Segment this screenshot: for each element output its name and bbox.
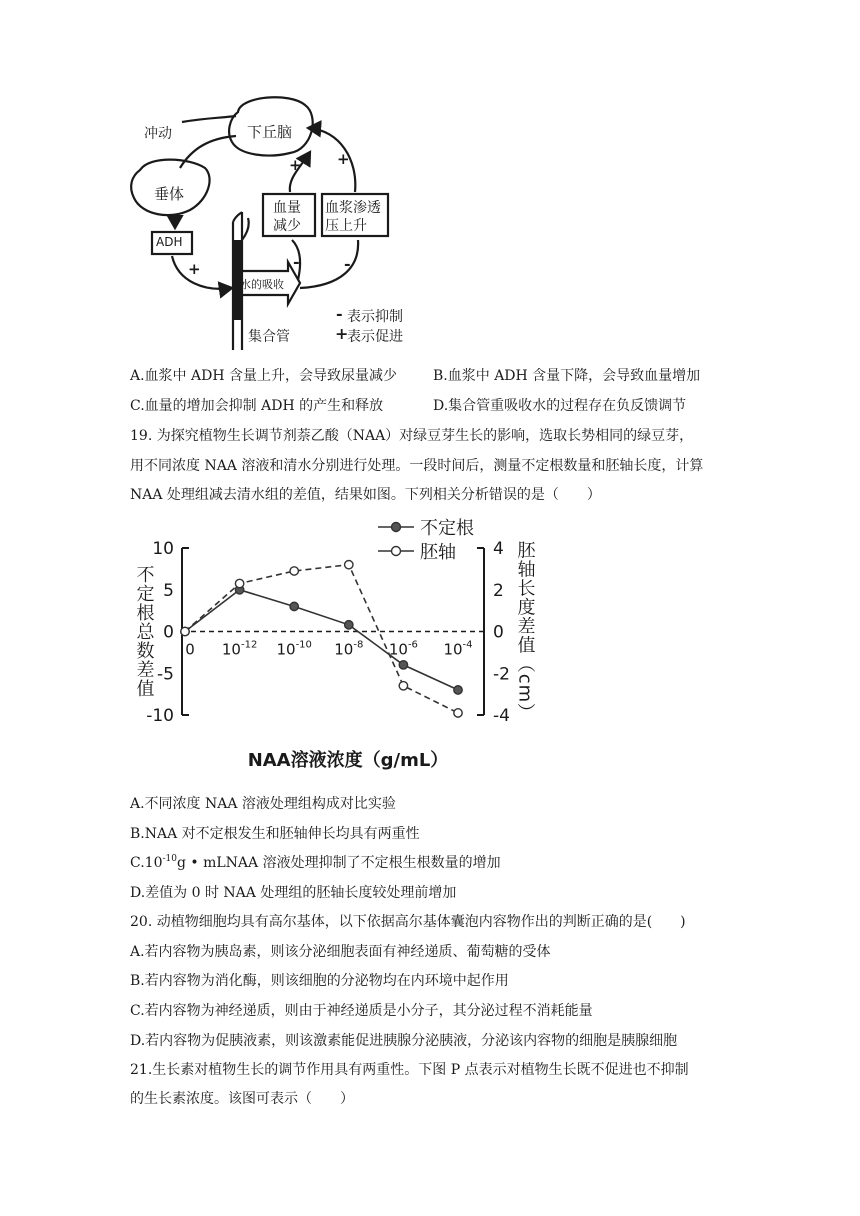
plasma-label-2: 压上升 — [325, 218, 367, 234]
collecting-duct-label: 集合管 — [248, 329, 290, 345]
hypocotyl-data-point — [345, 561, 353, 569]
legend-label-1: 不定根 — [420, 518, 474, 539]
plus-sign-adh: + — [188, 260, 201, 278]
x-tick-label: $10^{-4}$ — [443, 639, 473, 659]
adh-regulation-diagram — [0, 0, 860, 360]
legend-inhibit-sign: - — [336, 304, 343, 323]
hypocotyl-data-point — [181, 627, 189, 635]
q18-option-b: B.血浆中 ADH 含量下降，会导致血量增加 — [433, 368, 701, 384]
hypocotyl-data-point — [235, 579, 243, 587]
q20-option-b: B.若内容物为消化酶，则该细胞的分泌物均在内环境中起作用 — [130, 973, 509, 989]
q18-option-a: A.血浆中 ADH 含量上升，会导致尿量减少 — [130, 368, 398, 384]
left-tick-label: 5 — [163, 580, 174, 601]
right-tick-label: -4 — [493, 706, 510, 726]
q19-stem-line-2: 用不同浓度 NAA 溶液和清水分别进行处理。一段时间后，测量不定根数量和胚轴长度，计算 — [130, 458, 704, 474]
minus-sign-plasma: - — [344, 254, 351, 273]
x-tick-label: 0 — [185, 640, 195, 659]
x-tick-label: $10^{-10}$ — [276, 639, 312, 659]
plus-sign-blood: + — [289, 156, 302, 174]
root-data-point — [345, 621, 353, 629]
hypocotyl-data-point — [454, 709, 462, 717]
legend-label-2: 胚轴 — [420, 542, 456, 563]
left-tick-label: 0 — [163, 622, 174, 643]
q19-option-a: A.不同浓度 NAA 溶液处理组构成对比实验 — [130, 796, 396, 812]
q19-option-c-prefix: C.10 — [130, 855, 163, 871]
right-tick-label: 2 — [493, 580, 504, 601]
water-absorption-label: 水的吸收 — [240, 278, 284, 291]
q19-option-b: B.NAA 对不定根发生和胚轴伸长均具有两重性 — [130, 826, 420, 842]
legend-promote-sign: + — [335, 324, 349, 343]
q18-option-c: C.血量的增加会抑制 ADH 的产生和释放 — [130, 398, 384, 414]
q21-stem-line-1: 21.生长素对植物生长的调节作用具有两重性。下图 P 点表示对植物生长既不促进也不抑制 — [130, 1062, 689, 1078]
q18-option-d: D.集合管重吸收水的过程存在负反馈调节 — [433, 398, 687, 414]
x-tick-label: $10^{-6}$ — [388, 639, 418, 659]
pituitary-label: 垂体 — [154, 185, 185, 203]
q19-stem-line-3: NAA 处理组减去清水组的差值，结果如图。下列相关分析错误的是（ ） — [130, 487, 601, 503]
q19-option-c — [130, 852, 501, 872]
legend-marker-2 — [392, 547, 401, 556]
left-axis-label: 不定根总数差值 — [133, 565, 155, 698]
blood-volume-label-1: 血量 — [273, 200, 301, 216]
q20-option-d: D.若内容物为促胰液素，则该激素能促进胰腺分泌胰液，分泌该内容物的细胞是胰腺细胞 — [130, 1033, 678, 1049]
adh-label: ADH — [156, 235, 183, 249]
legend-promote-label: 表示促进 — [347, 329, 403, 345]
left-tick-label: -5 — [157, 664, 174, 685]
plasma-label-1: 血浆渗透 — [325, 200, 381, 216]
blood-volume-label-2: 减少 — [273, 218, 301, 234]
q21-stem-line-2: 的生长素浓度。该图可表示（ ） — [130, 1091, 354, 1107]
impulse-label: 冲动 — [144, 126, 172, 142]
legend-marker-1 — [392, 523, 401, 532]
q20-option-a: A.若内容物为胰岛素，则该分泌细胞表面有神经递质、葡萄糖的受体 — [130, 944, 551, 960]
right-tick-label: 0 — [493, 622, 504, 643]
left-tick-label: 10 — [152, 539, 174, 559]
hypocotyl-data-point — [399, 682, 407, 690]
q19-option-c-exponent: -10 — [162, 854, 177, 864]
hypocotyl-data-point — [290, 567, 298, 575]
root-data-point — [399, 661, 407, 669]
q20-option-c: C.若内容物为神经递质，则由于神经递质是小分子，其分泌过程不消耗能量 — [130, 1003, 593, 1019]
naa-chart — [120, 508, 590, 778]
minus-sign-blood: - — [293, 252, 300, 271]
right-axis-label: 胚轴长度差值（cm） — [514, 540, 536, 723]
right-tick-label: 4 — [493, 539, 504, 559]
q19-option-d: D.差值为 0 时 NAA 处理组的胚轴长度较处理前增加 — [130, 885, 457, 901]
x-tick-label: $10^{-8}$ — [334, 639, 364, 659]
legend-inhibit-label: 表示抑制 — [347, 309, 403, 325]
left-tick-label: -10 — [146, 706, 174, 726]
q19-option-c-text: g • mLNAA 溶液处理抑制了不定根生根数量的增加 — [176, 855, 501, 871]
plus-sign-plasma: + — [337, 150, 350, 168]
right-tick-label: -2 — [493, 664, 510, 685]
root-data-point — [454, 686, 462, 694]
q20-stem: 20. 动植物细胞均具有高尔基体，以下依据高尔基体囊泡内容物作出的判断正确的是( ) — [130, 914, 686, 930]
x-tick-label: $10^{-12}$ — [221, 639, 258, 659]
root-data-point — [290, 602, 298, 610]
x-axis-label: NAA溶液浓度（g/mL） — [247, 750, 449, 771]
hypothalamus-label: 下丘脑 — [247, 123, 293, 141]
q19-stem-line-1: 19. 为探究植物生长调节剂萘乙酸（NAA）对绿豆芽生长的影响，选取长势相同的绿豆芽， — [130, 428, 694, 444]
